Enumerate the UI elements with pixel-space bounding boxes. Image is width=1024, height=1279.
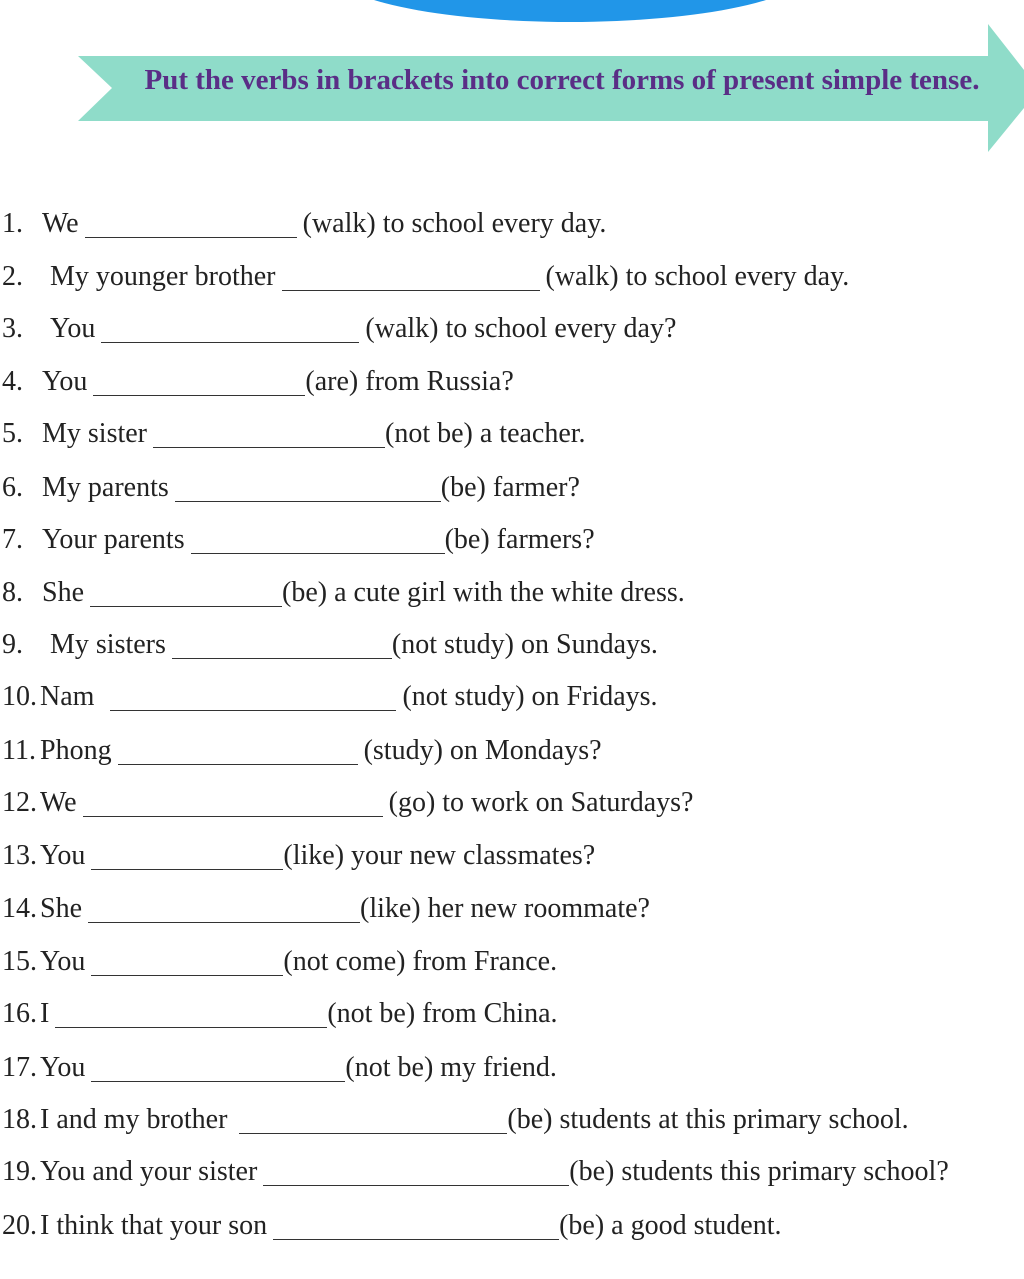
exercise-subject: I think that your son [40,1210,268,1241]
exercise-number: 6. [2,472,23,503]
exercise-item [2,936,557,976]
exercise-subject: She [42,577,84,608]
answer-blank[interactable] [191,529,445,554]
exercise-number: 10. [2,681,37,712]
exercise-item [2,356,514,396]
exercise-item [2,725,602,765]
exercise-item [2,514,595,554]
exercise-subject: We [40,787,77,818]
exercise-subject: You [40,1052,86,1083]
answer-blank[interactable] [263,1161,569,1186]
answer-blank[interactable] [90,582,282,607]
exercise-number: 15. [2,946,37,977]
exercise-text: (walk) to school every day. [302,208,607,239]
exercise-subject: My sisters [50,629,166,660]
answer-blank[interactable] [175,477,441,502]
exercise-number: 14. [2,893,37,924]
answer-blank[interactable] [88,898,360,923]
exercise-subject: You [40,946,86,977]
answer-blank[interactable] [110,686,396,711]
exercise-number: 1. [2,208,23,239]
exercise-number: 20. [2,1210,37,1241]
exercise-subject: Nam [40,681,95,712]
exercise-subject: Your parents [42,524,185,555]
exercise-item [2,830,595,870]
exercise-item [2,671,658,711]
exercise-text: (be) a cute girl with the white dress. [282,577,685,608]
answer-blank[interactable] [101,318,359,343]
exercise-item [2,1094,909,1134]
exercise-item [2,1200,781,1240]
answer-blank[interactable] [282,266,540,291]
exercise-item [2,619,658,659]
answer-blank[interactable] [55,1003,327,1028]
exercise-item [2,988,558,1028]
exercise-text: (not be) my friend. [345,1052,557,1083]
exercise-number: 9. [2,629,23,660]
exercise-subject: I and my brother [40,1104,228,1135]
exercise-number: 18. [2,1104,37,1135]
answer-blank[interactable] [91,951,283,976]
answer-blank[interactable] [273,1215,559,1240]
instruction-text: Put the verbs in brackets into correct forms of present simple tense. [144,64,980,96]
exercise-text: (are) from Russia? [305,366,514,397]
exercise-item [2,567,685,607]
exercise-text: (be) farmers? [444,524,595,555]
exercise-subject: You [40,840,86,871]
exercise-text: (walk) to school every day? [365,313,677,344]
exercise-number: 16. [2,998,37,1029]
exercise-text: (like) your new classmates? [283,840,596,871]
exercise-subject: We [42,208,79,239]
exercise-number: 19. [2,1156,37,1187]
exercise-item [2,462,580,502]
exercise-subject: My younger brother [50,261,276,292]
exercise-number: 2. [2,261,23,292]
exercise-number: 5. [2,418,23,449]
exercise-number: 13. [2,840,37,871]
exercise-item [2,251,849,291]
exercise-item [2,303,676,343]
exercise-subject: My parents [42,472,169,503]
exercise-subject: You and your sister [40,1156,258,1187]
exercise-text: (go) to work on Saturdays? [388,787,694,818]
exercise-number: 11. [2,735,36,766]
answer-blank[interactable] [91,845,283,870]
exercise-subject: You [50,313,96,344]
exercise-subject: My sister [42,418,147,449]
exercise-text: (study) on Mondays? [363,735,602,766]
exercise-text: (not be) a teacher. [385,418,586,449]
exercise-text: (like) her new roommate? [360,893,650,924]
answer-blank[interactable] [91,1057,345,1082]
exercise-number: 7. [2,524,23,555]
exercise-text: (not study) on Sundays. [391,629,658,660]
exercise-item [2,777,693,817]
exercise-number: 4. [2,366,23,397]
exercise-number: 12. [2,787,37,818]
exercise-text: (not come) from France. [283,946,558,977]
exercise-subject: You [42,366,88,397]
exercise-number: 8. [2,577,23,608]
exercise-item [2,1042,557,1082]
exercise-text: (not be) from China. [327,998,558,1029]
exercise-item [2,883,650,923]
exercise-item [2,198,606,238]
answer-blank[interactable] [153,423,385,448]
exercise-text: (be) a good student. [559,1210,782,1241]
answer-blank[interactable] [118,740,358,765]
exercise-text: (not study) on Fridays. [402,681,658,712]
exercise-number: 17. [2,1052,37,1083]
answer-blank[interactable] [93,371,305,396]
exercise-subject: Phong [40,735,112,766]
exercise-text: (be) farmer? [440,472,580,503]
answer-blank[interactable] [85,213,297,238]
exercise-item [2,1146,949,1186]
exercise-text: (be) students this primary school? [569,1156,949,1187]
answer-blank[interactable] [239,1109,507,1134]
exercise-subject: I [40,998,50,1029]
exercise-item [2,408,586,448]
answer-blank[interactable] [172,634,392,659]
exercise-subject: She [40,893,82,924]
exercise-text: (be) students at this primary school. [507,1104,909,1135]
answer-blank[interactable] [83,792,383,817]
exercise-number: 3. [2,313,23,344]
exercise-text: (walk) to school every day. [545,261,850,292]
